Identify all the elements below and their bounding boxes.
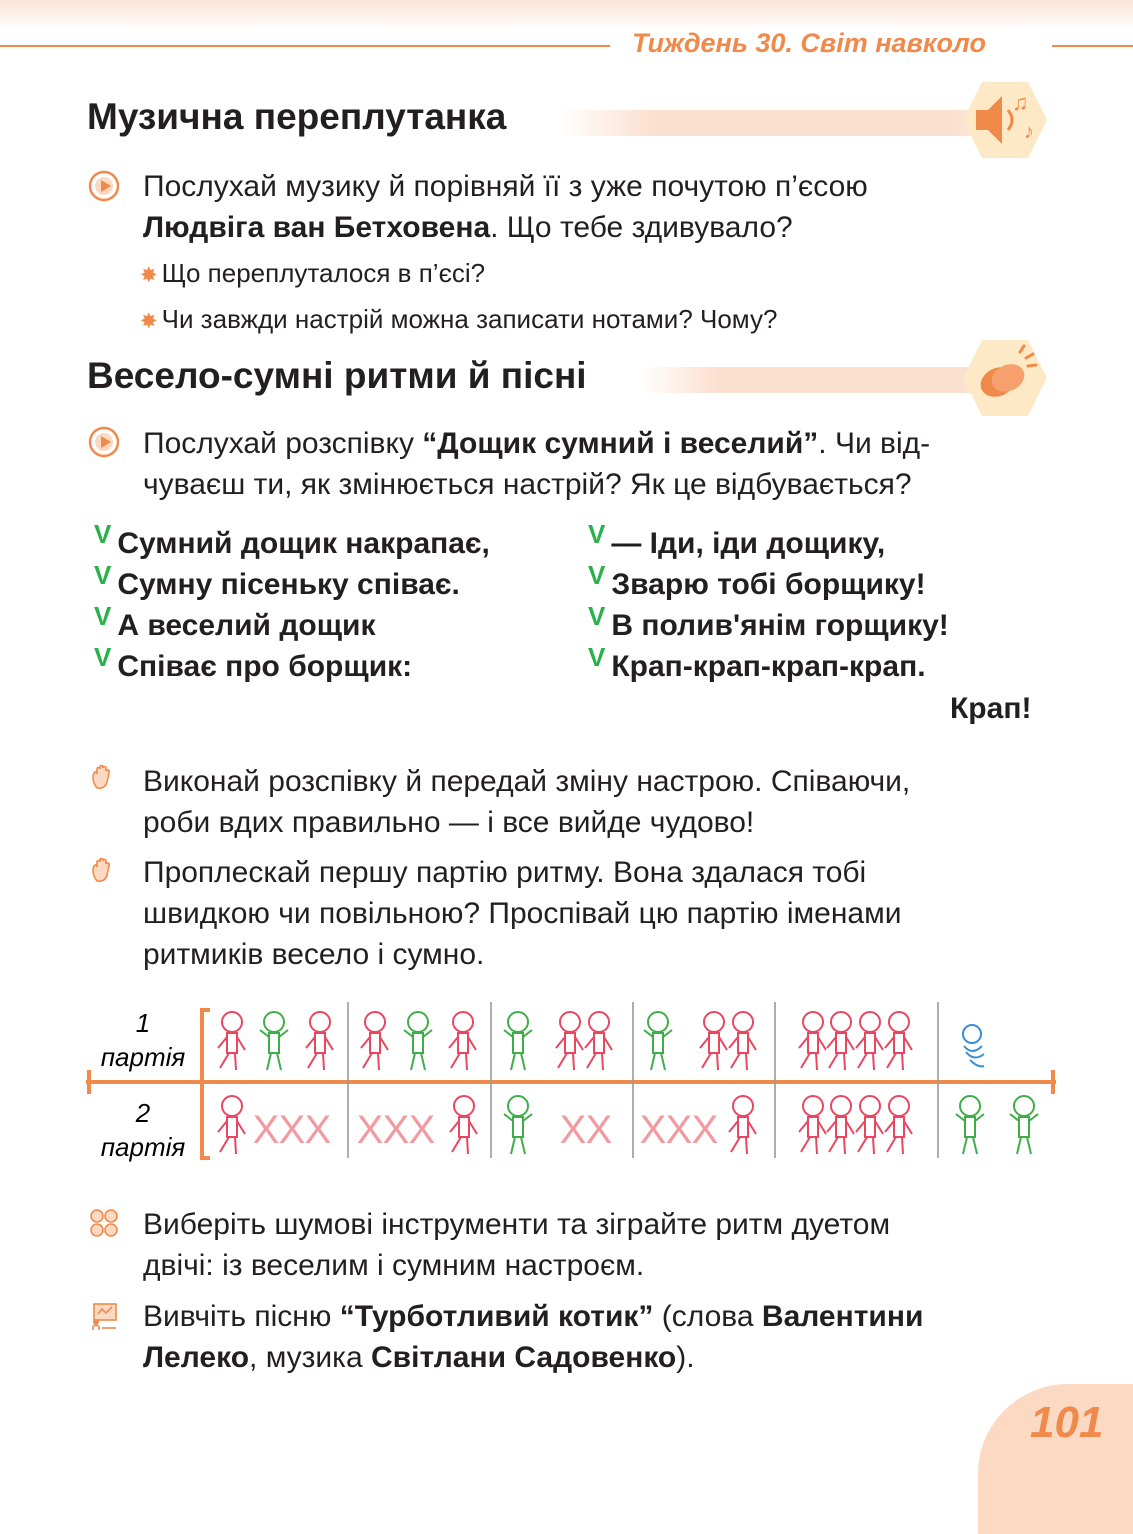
group-duet-icon [88,1207,120,1239]
verse-right-1 [588,519,886,561]
task-text: ). [676,1341,695,1374]
verse-left-2 [94,560,460,602]
verse-line: А веселий дощик [117,609,376,642]
part2-number: 2 [135,1098,151,1128]
sad-rhythm-figure [700,1012,727,1070]
part1-number: 1 [135,1008,151,1038]
rest-x-mark: X [382,1108,410,1152]
sub-bullet-text: Що переплуталося в п’єсі? [161,258,486,288]
song-learning-icon [88,1300,120,1332]
happy-rhythm-figure [504,1096,532,1154]
verse-left-1 [94,519,490,561]
sad-rhythm-figure [729,1096,756,1154]
sad-rhythm-figure [885,1096,912,1154]
task-text: роби вдих правильно — і все вийде чудово! [143,806,755,839]
task-text: Вивчіть пісню [143,1300,332,1333]
sub-bullet-text: Чи завжди настрій можна записати нотами? Чому? [161,304,778,334]
verse-line: В полив'янім горщику! [611,609,949,642]
rest-x-mark: X [356,1108,384,1152]
sad-rhythm-figure [306,1012,333,1070]
sad-rhythm-figure [218,1096,245,1154]
breath-mark-icon: V [588,601,606,631]
hand-icon [88,761,120,793]
rest-x-mark: X [252,1108,280,1152]
speaker-music-icon [962,80,1048,160]
header-rule-left [0,45,610,47]
composer-name: Світлани Садовенко [371,1341,677,1374]
task-text: ритмиків весело і сумно. [143,938,485,971]
verse-line: Крап-крап-крап-крап. [611,650,926,683]
verse-line: Сумну пісеньку співає. [117,568,460,601]
verse-right-3 [588,601,949,643]
lyricist-first-name: Валентини [761,1300,924,1333]
task-learn-song [143,1296,1048,1378]
sad-rhythm-figure [856,1096,883,1154]
top-band [0,0,1133,30]
sub-bullet-2 [140,304,777,335]
happy-rhythm-figure [504,1012,532,1070]
happy-rhythm-figure [404,1012,432,1070]
page-number: 101 [1030,1398,1104,1447]
sad-rhythm-figure [885,1012,912,1070]
happy-rhythm-figure [1010,1096,1038,1154]
warmup-text-a: Послухай розспівку [143,427,414,460]
sad-rhythm-figure [218,1012,245,1070]
breath-mark-icon: V [588,519,606,549]
breath-mark-icon: V [588,560,606,590]
sad-rhythm-figure [449,1012,476,1070]
rest-x-mark: X [408,1108,436,1152]
task-sing-warmup [143,761,1048,843]
task-text: (слова [661,1300,754,1333]
sub-bullet-1 [140,258,485,289]
sad-rhythm-figure [827,1012,854,1070]
star-icon: ✸ [140,310,158,333]
happy-rhythm-figure [644,1012,672,1070]
sad-rhythm-figure [361,1012,388,1070]
warmup-title: “Дощик сумний і веселий” [422,427,819,460]
sad-rhythm-figure [856,1012,883,1070]
warmup-text-b: . Чи від- [818,427,931,460]
sad-rhythm-figure [729,1012,756,1070]
breath-mark-icon: V [588,642,606,672]
section-title-rhythms: Весело-сумні ритми й пісні [87,355,587,396]
rest-x-mark: X [304,1108,332,1152]
verse-line: Співає про борщик: [117,650,413,683]
svg-text:♪: ♪ [1024,121,1034,143]
warmup-paragraph [143,423,1048,505]
rest-x-mark: X [559,1108,587,1152]
rest-x-mark: X [691,1108,719,1152]
task-text: швидкою чи повільною? Проспівай цю партію іменами [143,897,902,930]
task-text: Виберіть шумові інструменти та зіграйте ритм дуетом [143,1208,891,1241]
task-clap-rhythm [143,852,1048,975]
verse-line: Сумний дощик накрапає, [117,527,490,560]
svg-text:♫: ♫ [1012,90,1029,115]
sad-rhythm-figure [556,1012,583,1070]
sad-rhythm-figure [827,1096,854,1154]
header-rule-right [1052,45,1133,47]
sad-rhythm-figure [450,1096,477,1154]
section-title-music-mixup: Музична переплутанка [87,96,507,137]
rest-x-mark: X [278,1108,306,1152]
warmup-text-c: чуваєш ти, як змінюється настрій? Як це відбувається? [143,468,912,501]
part1-word: партія [100,1042,186,1072]
lyricist-last-name: Лелеко [143,1341,250,1374]
listen-text-a: Послухай музику й порівняй її з уже почутою п’єсою [143,170,868,203]
task-text: Проплескай першу партію ритму. Вона здалася тобі [143,856,867,889]
verse-line: Зварю тобі борщику! [611,568,926,601]
breath-mark-icon: V [94,601,112,631]
verse-line: — Іди, іди дощику, [611,527,886,560]
breath-mark-icon: V [94,519,112,549]
listen-text-b: . Що тебе здивувало? [490,211,793,244]
song-title: “Турботливий котик” [339,1300,654,1333]
sad-rhythm-figure [799,1096,826,1154]
listen-paragraph [143,166,1048,248]
task-text: двічі: із веселим і сумним настроєм. [143,1249,645,1282]
rhythm-scheme [86,1000,1060,1170]
verse-left-4 [94,642,413,684]
sad-rhythm-figure [799,1012,826,1070]
verse-right-4 [588,642,926,684]
star-icon: ✸ [140,264,158,287]
running-title: Тиждень 30. Світ навколо [632,28,986,58]
hand-icon [88,854,120,886]
verse-right-2 [588,560,926,602]
listen-play-icon [88,426,120,458]
happy-rhythm-figure [260,1012,288,1070]
rest-x-mark: X [585,1108,613,1152]
listen-play-icon [88,170,120,202]
rest-x-mark: X [639,1108,667,1152]
happy-rhythm-figure [956,1096,984,1154]
verse-left-3 [94,601,376,643]
rest-x-mark: X [665,1108,693,1152]
sad-rhythm-figure [585,1012,612,1070]
task-text: Виконай розспівку й передай зміну настрою. Співаючи, [143,765,911,798]
part2-word: партія [100,1132,186,1162]
rest-figure [963,1025,984,1066]
clapping-hands-icon [962,338,1048,418]
section-title-band [560,110,1020,136]
breath-mark-icon: V [94,642,112,672]
composer-name: Людвіга ван Бетховена [143,211,491,244]
task-text: , музика [249,1341,363,1374]
verse-end: Крап! [950,692,1032,725]
breath-mark-icon: V [94,560,112,590]
task-play-duet [143,1204,1048,1286]
